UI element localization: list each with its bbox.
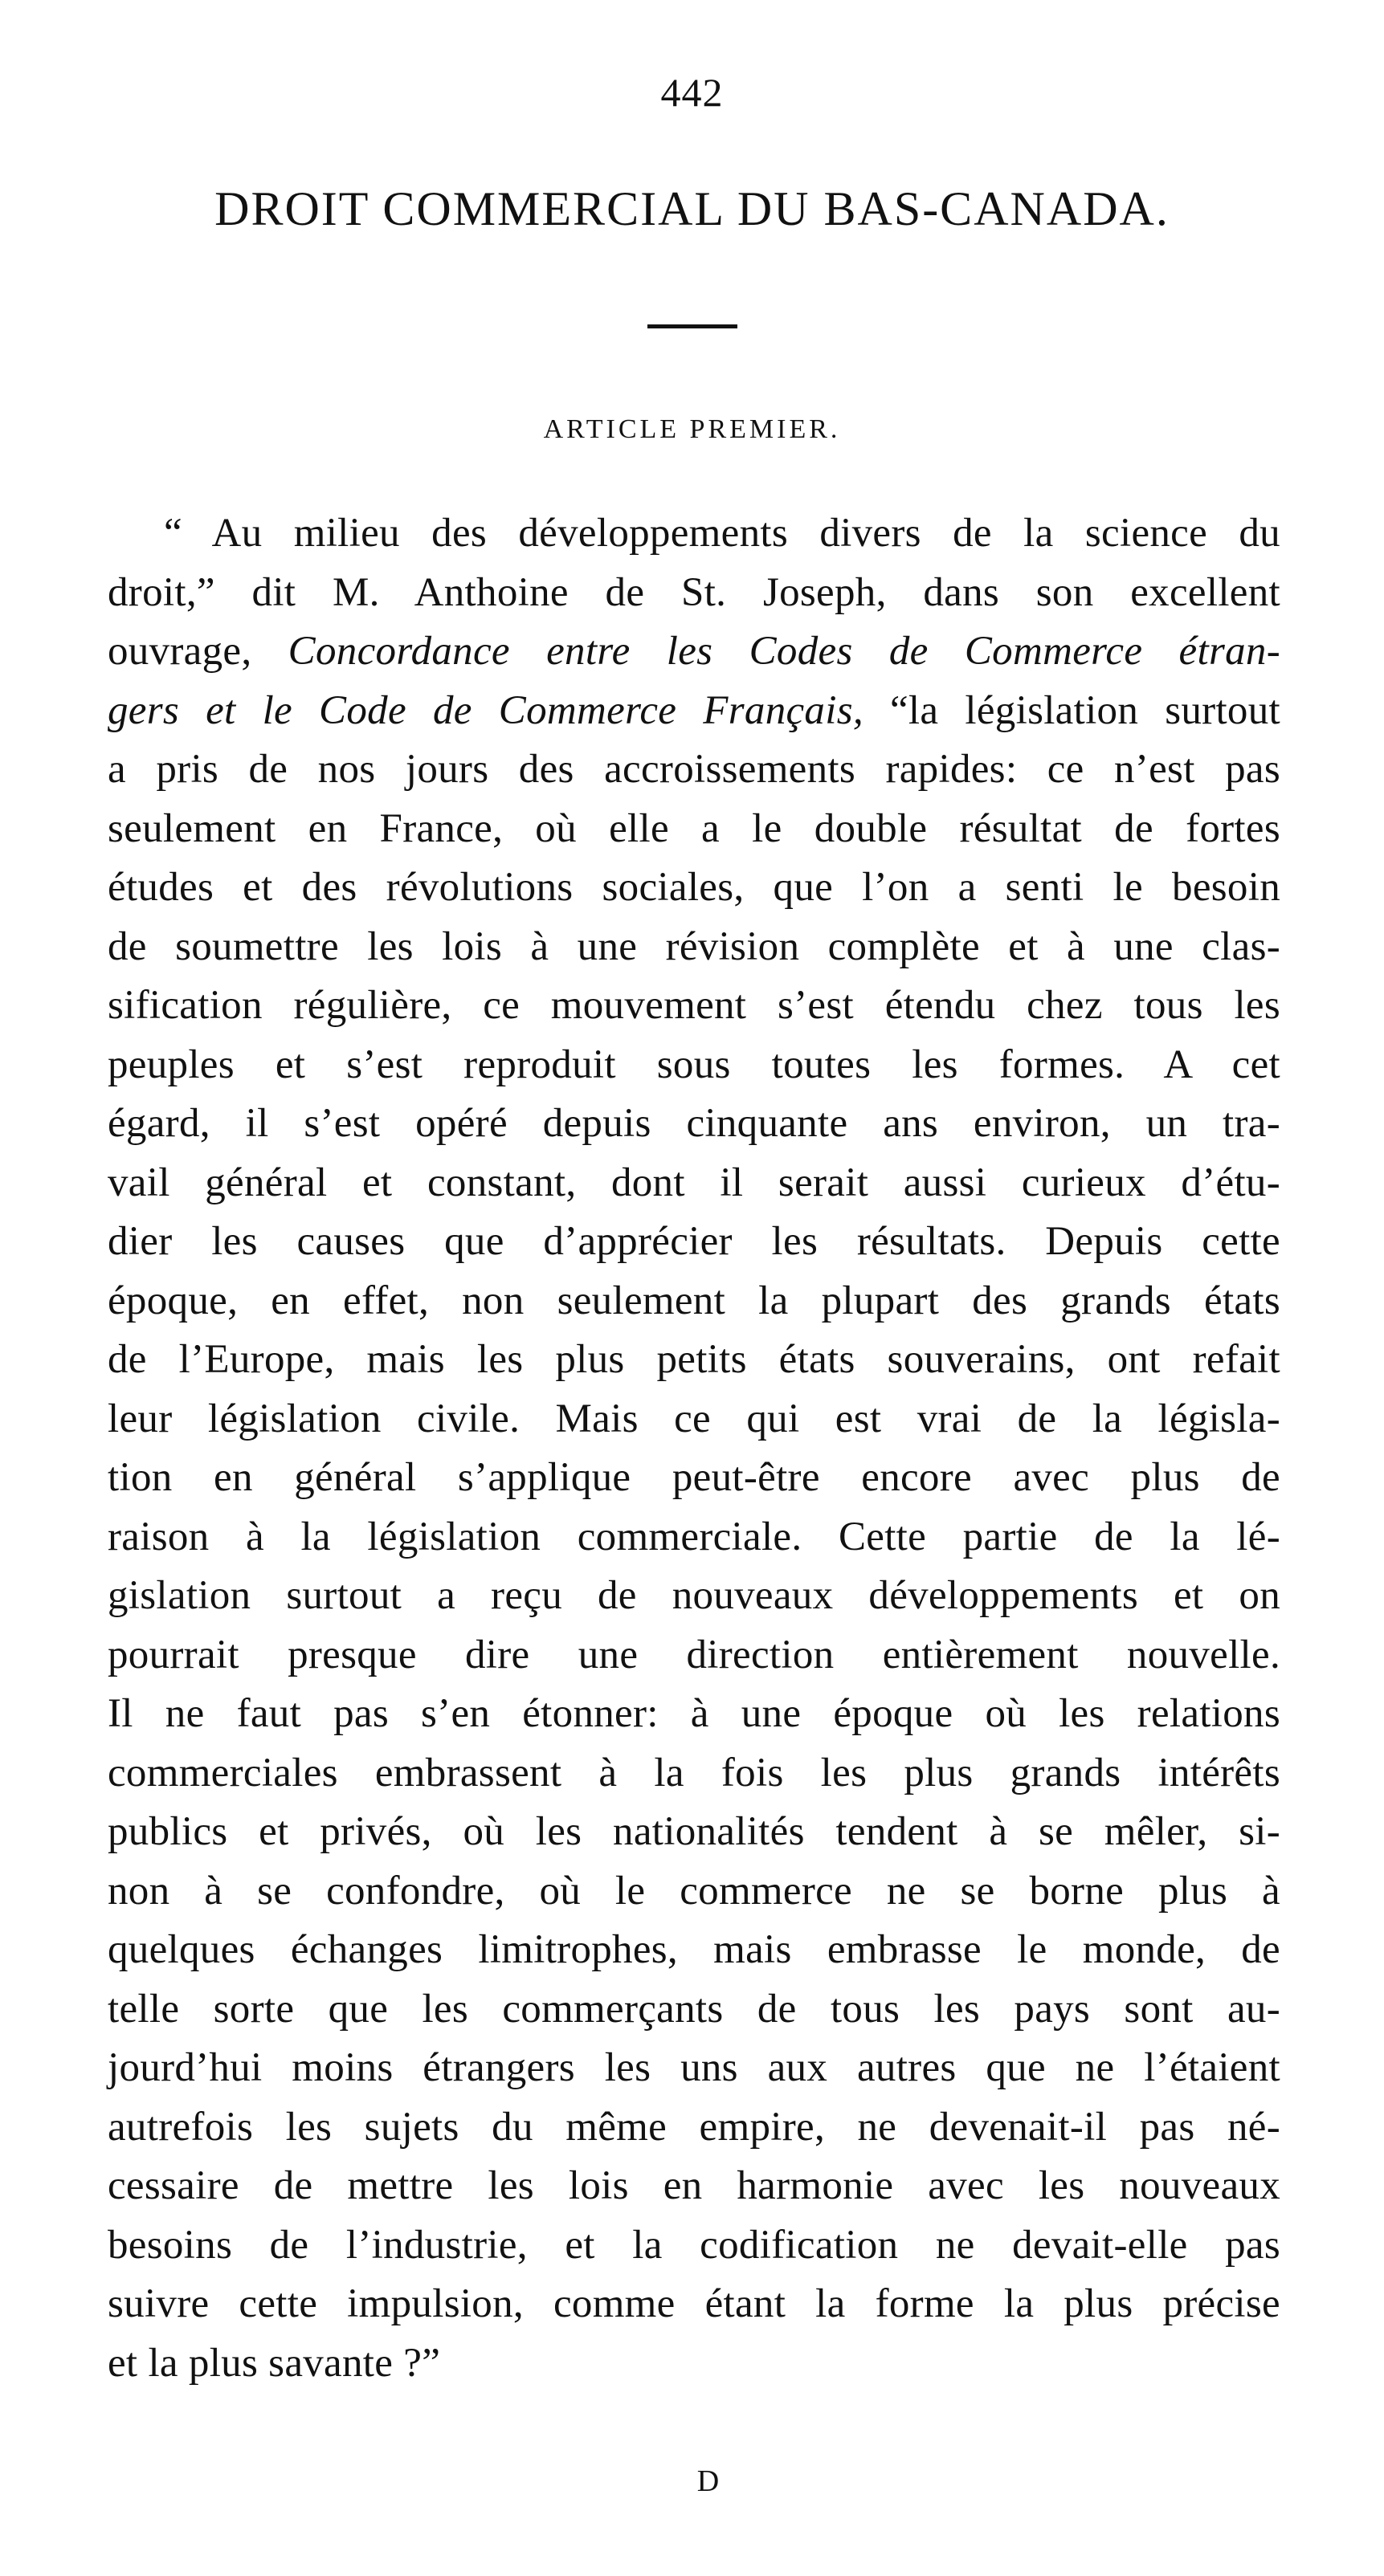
line-text: jourd’hui moins étrangers les uns aux autres que ne l’étaient	[108, 2045, 1280, 2090]
line-text: sification régulière, ce mouvement s’est étendu chez tous les	[108, 983, 1280, 1028]
line-text: quelques échanges limitrophes, mais embrasse le monde, de	[108, 1927, 1280, 1972]
page-number: 442	[660, 70, 724, 115]
text-line	[108, 1980, 1280, 2040]
text-line	[108, 740, 1280, 800]
text-line	[108, 1803, 1280, 1862]
line-text: et la plus savante ?”	[108, 2340, 441, 2386]
text-line	[108, 1862, 1280, 1922]
line-text: cessaire de mettre les lois en harmonie avec les nouveaux	[108, 2163, 1280, 2208]
italic-title-text: gers et le Code de Commerce Français,	[108, 687, 863, 733]
text-line	[108, 2039, 1280, 2098]
text-line	[108, 504, 1280, 564]
line-text: époque, en effet, non seulement la plupart des grands états	[108, 1278, 1280, 1323]
line-text: “ Au milieu des développements divers de la science du	[164, 511, 1280, 556]
text-line	[108, 2216, 1280, 2276]
line-text: a pris de nos jours des accroissements rapides: ce n’est pas	[108, 747, 1280, 792]
text-line	[108, 1508, 1280, 1567]
line-text: tion en général s’applique peut-être encore avec plus de	[108, 1455, 1280, 1500]
line-text: droit,” dit M. Anthoine de St. Joseph, dans son excellent	[108, 569, 1280, 615]
line-text: dier les causes que d’apprécier les résultats. Depuis cette	[108, 1219, 1280, 1264]
text-line	[108, 622, 1280, 682]
text-line	[108, 858, 1280, 918]
line-text: besoins de l’industrie, et la codification ne devait-elle pas	[108, 2222, 1280, 2268]
line-text: peuples et s’est reproduit sous toutes les formes. A cet	[108, 1041, 1280, 1087]
line-text: pourrait presque dire une direction entièrement nouvelle.	[108, 1632, 1280, 1677]
line-text: raison à la législation commerciale. Cette partie de la lé-	[108, 1514, 1280, 1559]
line-text: études et des révolutions sociales, que l’on a senti le besoin	[108, 865, 1280, 910]
text-line	[108, 918, 1280, 977]
line-text: autrefois les sujets du même empire, ne devenait-il pas né-	[108, 2104, 1280, 2150]
line-text: ouvrage,	[108, 629, 288, 674]
text-line	[108, 1036, 1280, 1095]
text-line	[108, 1449, 1280, 1508]
line-text: suivre cette impulsion, comme étant la forme la plus précise	[108, 2281, 1280, 2326]
title-rule	[647, 324, 737, 328]
text-line	[108, 1213, 1280, 1272]
line-text: telle sorte que les commerçants de tous les pays sont au-	[108, 1986, 1280, 2032]
text-line	[108, 1744, 1280, 1804]
line-text: publics et privés, où les nationalités tendent à se mêler, si-	[108, 1809, 1280, 1854]
text-line	[108, 800, 1280, 859]
text-line	[108, 2098, 1280, 2158]
text-line	[108, 976, 1280, 1036]
text-line	[108, 1685, 1280, 1744]
text-line	[108, 2275, 1280, 2334]
line-text: de l’Europe, mais les plus petits états souverains, ont refait	[108, 1337, 1280, 1382]
text-line	[108, 1567, 1280, 1626]
line-text: leur législation civile. Mais ce qui est vrai de la législa-	[108, 1396, 1280, 1441]
signature-mark: D	[696, 2464, 720, 2498]
line-text: “la législation surtout	[863, 687, 1280, 733]
line-text: vail général et constant, dont il serait aussi curieux d’étu-	[108, 1160, 1280, 1205]
text-line	[108, 1626, 1280, 1685]
italic-title-text: Concordance entre les Codes de Commerce étran-	[288, 629, 1280, 674]
body-paragraph	[108, 504, 1280, 2393]
text-line	[108, 1154, 1280, 1213]
running-title: DROIT COMMERCIAL DU BAS-CANADA.	[214, 182, 1170, 235]
text-line	[108, 1921, 1280, 1980]
line-text: commerciales embrassent à la fois les plus grands intérêts	[108, 1750, 1280, 1795]
text-line	[108, 1331, 1280, 1390]
text-line	[108, 1390, 1280, 1449]
line-text: non à se confondre, où le commerce ne se borne plus à	[108, 1868, 1280, 1914]
text-line	[108, 1272, 1280, 1331]
line-text: de soumettre les lois à une révision complète et à une clas-	[108, 923, 1280, 969]
text-line	[108, 2334, 1280, 2394]
line-text: Il ne faut pas s’en étonner: à une époque où les relations	[108, 1691, 1280, 1736]
line-text: égard, il s’est opéré depuis cinquante ans environ, un tra-	[108, 1101, 1280, 1146]
line-text: seulement en France, où elle a le double résultat de fortes	[108, 805, 1280, 851]
text-line	[108, 682, 1280, 741]
text-line	[108, 564, 1280, 623]
line-text: gislation surtout a reçu de nouveaux développements et on	[108, 1573, 1280, 1618]
article-heading: ARTICLE PREMIER.	[543, 414, 841, 444]
text-line	[108, 2157, 1280, 2216]
text-line	[108, 1094, 1280, 1154]
